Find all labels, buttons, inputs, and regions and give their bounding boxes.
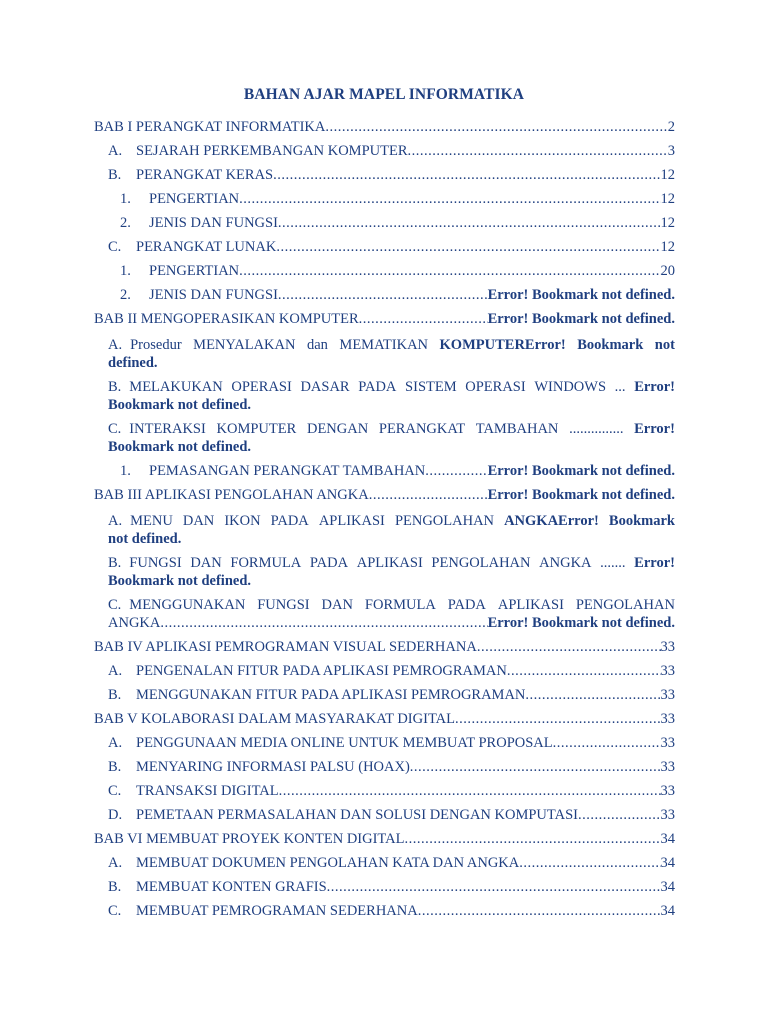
toc-entry[interactable] — [94, 420, 675, 456]
dot-leader — [578, 806, 661, 824]
toc-entry-number: A. — [108, 143, 123, 159]
dot-leader — [278, 214, 661, 232]
toc-entry[interactable] — [94, 486, 675, 504]
dot-leader — [418, 902, 661, 920]
toc-entry-page: 33 — [660, 711, 675, 727]
dot-leader — [279, 782, 661, 800]
toc-entry-number: B. — [108, 759, 122, 775]
toc-entry-page: Error! Bookmark not defined. — [487, 615, 675, 631]
toc-entry-line — [108, 614, 675, 632]
toc-entry-number: C. — [108, 597, 122, 613]
toc-entry-number: B. — [108, 687, 122, 703]
toc-entry-line — [94, 310, 675, 328]
toc-entry-line — [108, 512, 675, 530]
toc-entry-page: 2 — [667, 119, 675, 135]
toc-entry-line — [108, 758, 675, 776]
toc-entry-page: Error! Bookmark not defined. — [487, 463, 675, 479]
dot-leader — [525, 686, 660, 704]
toc-entry-text: JENIS DAN FUNGSI — [149, 287, 278, 303]
toc-entry-line — [108, 596, 675, 614]
toc-entry[interactable] — [94, 310, 675, 328]
toc-entry-text: BAB I PERANGKAT INFORMATIKA — [94, 119, 326, 135]
dot-leader — [410, 758, 661, 776]
toc-entry-text: TRANSAKSI DIGITAL — [136, 783, 279, 799]
toc-entry-text: FUNGSI DAN FORMULA PADA APLIKASI PENGOLAHAN ANGKA ....... Error! — [129, 555, 675, 571]
toc-entry-page: 33 — [660, 759, 675, 775]
toc-entry-page: 33 — [660, 687, 675, 703]
dot-leader — [273, 166, 660, 184]
toc-entry-text: BAB II MENGOPERASIKAN KOMPUTER — [94, 311, 359, 327]
toc-entry-line — [94, 118, 675, 136]
toc-entry[interactable] — [94, 686, 675, 704]
toc-entry-text: BAB V KOLABORASI DALAM MASYARAKAT DIGITAL — [94, 711, 455, 727]
toc-entry-page: 12 — [660, 167, 675, 183]
toc-entry[interactable] — [94, 190, 675, 208]
toc-entry-text: MEMBUAT PEMROGRAMAN SEDERHANA — [136, 903, 418, 919]
toc-entry-line — [94, 486, 675, 504]
toc-entry-number: A. — [108, 513, 123, 529]
toc-entry[interactable] — [94, 166, 675, 184]
toc-entry-page: 33 — [660, 807, 675, 823]
toc-entry-page: 20 — [660, 263, 675, 279]
toc-entry-text: MENGGUNAKAN FITUR PADA APLIKASI PEMROGRAMAN — [136, 687, 526, 703]
toc-entry[interactable] — [94, 854, 675, 872]
toc-entry-line — [108, 878, 675, 896]
toc-entry-continuation: Bookmark not defined. — [108, 397, 252, 413]
toc-entry-number: B. — [108, 555, 122, 571]
toc-entry-page: 12 — [660, 191, 675, 207]
toc-entry-text: MELAKUKAN OPERASI DASAR PADA SISTEM OPERASI WINDOWS ... Error! — [129, 379, 675, 395]
toc-entry-line — [108, 782, 675, 800]
toc-entry-page: 34 — [660, 831, 675, 847]
toc-entry[interactable] — [94, 262, 675, 280]
dot-leader — [278, 286, 488, 304]
toc-entry-text: PENGGUNAAN MEDIA ONLINE UNTUK MEMBUAT PROPOSAL — [136, 735, 553, 751]
toc-entry-number: 1. — [120, 263, 131, 279]
toc-entry-line — [120, 462, 675, 480]
toc-entry-line — [120, 190, 675, 208]
toc-entry-line — [120, 286, 675, 304]
toc-entry-text: BAB IV APLIKASI PEMROGRAMAN VISUAL SEDERHANA — [94, 639, 477, 655]
toc-entry-number: C. — [108, 239, 122, 255]
toc-entry-text: MENGGUNAKAN FUNGSI DAN FORMULA PADA APLIKASI PENGOLAHAN — [129, 597, 675, 613]
toc-entry[interactable] — [94, 596, 675, 632]
toc-entry-continuation: ANGKA — [108, 615, 161, 631]
toc-entry-text: MEMBUAT DOKUMEN PENGOLAHAN KATA DAN ANGKA — [136, 855, 520, 871]
toc-entry-number: B. — [108, 167, 122, 183]
toc-entry-line — [108, 734, 675, 752]
toc-entry[interactable] — [94, 554, 675, 590]
toc-entry[interactable] — [94, 378, 675, 414]
dot-leader — [359, 310, 488, 328]
dot-leader — [408, 142, 668, 160]
toc-entry-number: C. — [108, 421, 122, 437]
toc-entry-text: SEJARAH PERKEMBANGAN KOMPUTER — [136, 143, 408, 159]
toc-entry-line — [108, 238, 675, 256]
toc-entry-page: Error! Bookmark not defined. — [487, 311, 675, 327]
dot-leader — [239, 262, 660, 280]
toc-entry[interactable] — [94, 142, 675, 160]
dot-leader — [477, 638, 661, 656]
dot-leader — [325, 118, 667, 136]
toc-entry-page: Error! Bookmark not defined. — [487, 487, 675, 503]
toc-entry[interactable] — [94, 462, 675, 480]
toc-entry-text: PEMASANGAN PERANGKAT TAMBAHAN — [149, 463, 426, 479]
dot-leader — [160, 614, 487, 632]
toc-entry-text: PENGERTIAN — [149, 191, 240, 207]
toc-entry-line — [94, 638, 675, 656]
dot-leader — [455, 710, 661, 728]
document-title: BAHAN AJAR MAPEL INFORMATIKA — [243, 86, 525, 103]
toc-entry-line — [120, 214, 675, 232]
toc-entry-line — [108, 420, 675, 438]
toc-entry[interactable] — [94, 806, 675, 824]
toc-entry-text: PEMETAAN PERMASALAHAN DAN SOLUSI DENGAN KOMPUTASI — [136, 807, 578, 823]
toc-entry-text: BAB VI MEMBUAT PROYEK KONTEN DIGITAL — [94, 831, 405, 847]
toc-entry-number: A. — [108, 855, 123, 871]
toc-entry-text: JENIS DAN FUNGSI — [149, 215, 278, 231]
toc-entry-number: A. — [108, 663, 123, 679]
toc-entry-line — [108, 806, 675, 824]
toc-entry-number: B. — [108, 379, 122, 395]
toc-entry-number: C. — [108, 783, 122, 799]
toc-entry-page: 33 — [660, 735, 675, 751]
toc-entry-text: INTERAKSI KOMPUTER DENGAN PERANGKAT TAMBAHAN ............... Error! — [129, 421, 675, 437]
toc-entry-continuation: defined. — [108, 355, 158, 371]
toc-entry-number: A. — [108, 337, 123, 353]
toc-entry-line — [108, 438, 675, 456]
toc-entry[interactable] — [94, 638, 675, 656]
toc-entry[interactable] — [94, 286, 675, 304]
toc-entry[interactable] — [94, 118, 675, 136]
toc-entry[interactable] — [94, 758, 675, 776]
toc-entry-page: 33 — [660, 663, 675, 679]
toc-entry-text: BAB III APLIKASI PENGOLAHAN ANGKA — [94, 487, 369, 503]
toc-entry-line — [108, 336, 675, 354]
toc-entry-number: 1. — [120, 463, 131, 479]
toc-entry-text: PERANGKAT KERAS — [136, 167, 274, 183]
dot-leader — [369, 486, 488, 504]
dot-leader — [327, 878, 661, 896]
toc-entry-text: PENGENALAN FITUR PADA APLIKASI PEMROGRAMAN — [136, 663, 507, 679]
toc-entry-line — [108, 396, 675, 414]
toc-entry-number: B. — [108, 879, 122, 895]
toc-entry-line — [108, 662, 675, 680]
toc-entry[interactable] — [94, 512, 675, 548]
toc-entry-page: Error! Bookmark not defined. — [487, 287, 675, 303]
toc-entry-continuation: Bookmark not defined. — [108, 573, 252, 589]
toc-entry-line — [108, 554, 675, 572]
toc-entry-line — [108, 142, 675, 160]
toc-entry-continuation: Bookmark not defined. — [108, 439, 252, 455]
toc-entry-number: 2. — [120, 215, 131, 231]
toc-entry-number: 1. — [120, 191, 131, 207]
dot-leader — [276, 238, 660, 256]
dot-leader — [519, 854, 660, 872]
toc-entry-number: C. — [108, 903, 122, 919]
toc-entry-line — [94, 710, 675, 728]
toc-entry[interactable] — [94, 336, 675, 372]
dot-leader — [425, 462, 487, 480]
toc-entry-number: 2. — [120, 287, 131, 303]
dot-leader — [239, 190, 660, 208]
toc-entry-line — [108, 530, 675, 548]
toc-entry[interactable] — [94, 782, 675, 800]
toc-entry-line — [108, 378, 675, 396]
toc-entry-number: D. — [108, 807, 123, 823]
toc-entry-line — [94, 830, 675, 848]
toc-entry-text: PENGERTIAN — [149, 263, 240, 279]
dot-leader — [507, 662, 661, 680]
toc-entry-line — [120, 262, 675, 280]
toc-entry-text: MENYARING INFORMASI PALSU (HOAX) — [136, 759, 410, 775]
toc-entry-continuation: not defined. — [108, 531, 182, 547]
toc-entry-page: 34 — [660, 855, 675, 871]
toc-entry-line — [108, 854, 675, 872]
toc-entry[interactable] — [94, 662, 675, 680]
toc-entry[interactable] — [94, 238, 675, 256]
toc-entry-line — [108, 572, 675, 590]
toc-entry[interactable] — [94, 710, 675, 728]
dot-leader — [404, 830, 660, 848]
toc-entry-line — [108, 354, 675, 372]
toc-entry-number: A. — [108, 735, 123, 751]
toc-entry-page: 3 — [667, 143, 675, 159]
toc-entry[interactable] — [94, 830, 675, 848]
toc-entry[interactable] — [94, 902, 675, 920]
toc-entry[interactable] — [94, 214, 675, 232]
toc-entry-line — [108, 686, 675, 704]
toc-entry-line — [108, 166, 675, 184]
toc-entry-text: MEMBUAT KONTEN GRAFIS — [136, 879, 327, 895]
toc-entry-page: 34 — [660, 879, 675, 895]
toc-entry-page: 12 — [660, 215, 675, 231]
toc-entry-text: PERANGKAT LUNAK — [136, 239, 277, 255]
dot-leader — [553, 734, 661, 752]
toc-entry-page: 33 — [660, 783, 675, 799]
toc-entry-page: 34 — [660, 903, 675, 919]
toc-entry-text: MENU DAN IKON PADA APLIKASI PENGOLAHAN ANGKAError! Bookmark — [130, 513, 675, 529]
toc-entry[interactable] — [94, 734, 675, 752]
toc-entry-line — [108, 902, 675, 920]
toc-entry-page: 12 — [660, 239, 675, 255]
toc-entry[interactable] — [94, 878, 675, 896]
toc-entry-text: Prosedur MENYALAKAN dan MEMATIKAN KOMPUTERError! Bookmark not — [130, 337, 675, 353]
toc-entry-page: 33 — [660, 639, 675, 655]
